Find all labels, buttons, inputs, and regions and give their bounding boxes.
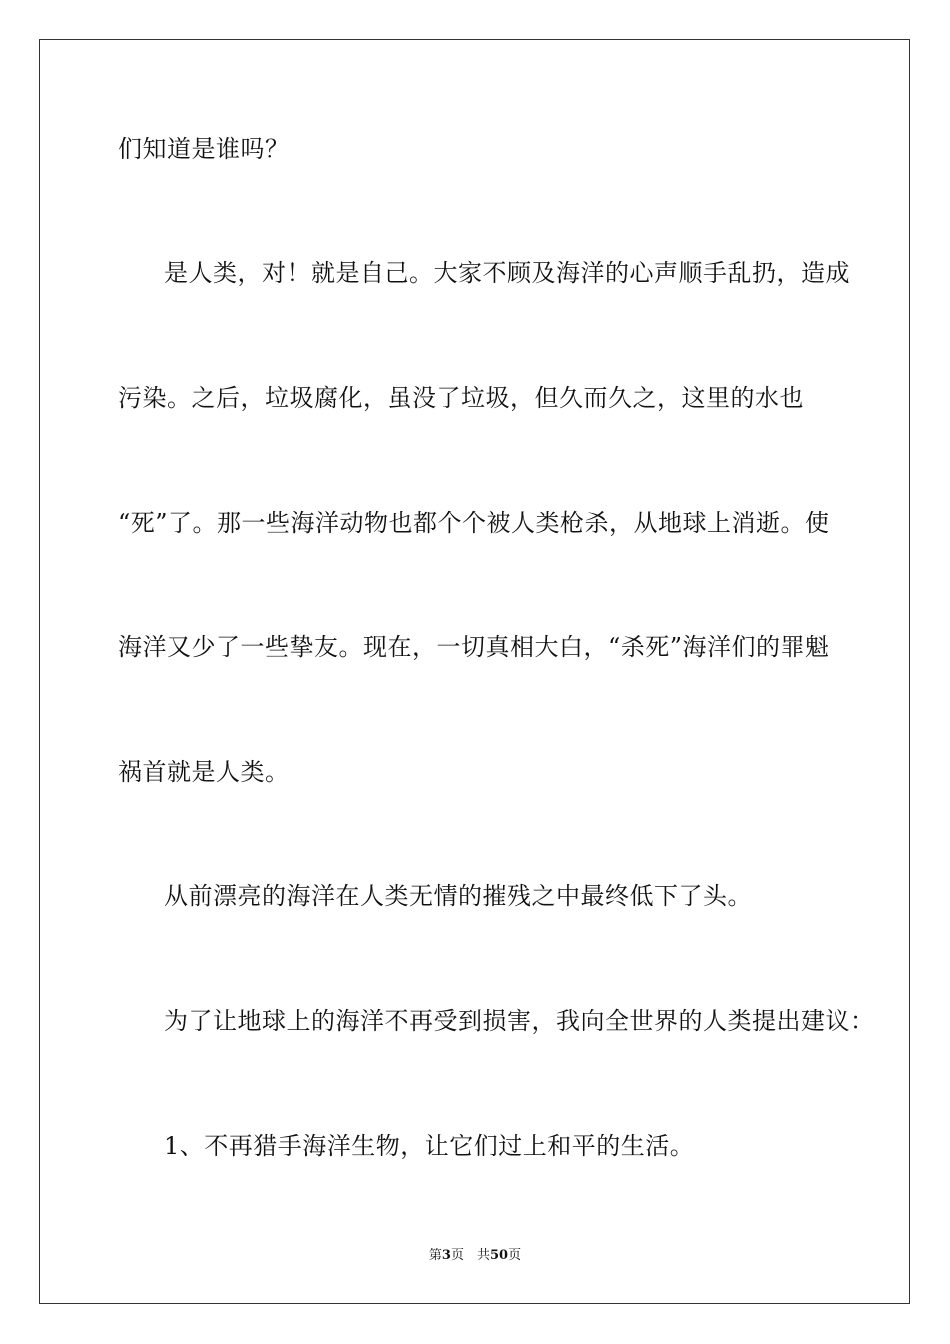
text-line-1: 们知道是谁吗？ — [118, 135, 290, 163]
total-page-number: 50 — [489, 1248, 509, 1263]
text-line-4: “死”了。那一些海洋动物也都个个被人类枪杀，从地球上消逝。使 — [118, 509, 830, 537]
page-footer — [0, 1247, 950, 1265]
text-line-6: 祸首就是人类。 — [118, 758, 290, 786]
footer-prefix: 第 — [428, 1248, 442, 1263]
current-page-number: 3 — [441, 1248, 451, 1263]
page-border — [39, 39, 910, 1304]
footer-suffix: 页 — [508, 1248, 522, 1263]
text-line-3: 污染。之后，垃圾腐化，虽没了垃圾，但久而久之，这里的水也 — [118, 384, 804, 412]
text-line-9: 1、不再猎手海洋生物，让它们过上和平的生活。 — [164, 1132, 695, 1160]
text-line-5: 海洋又少了一些挚友。现在，一切真相大白，“杀死”海洋们的罪魁 — [118, 633, 830, 661]
footer-mid: 页 共 — [450, 1248, 490, 1263]
text-line-8: 为了让地球上的海洋不再受到损害，我向全世界的人类提出建议： — [164, 1007, 875, 1035]
text-line-7: 从前漂亮的海洋在人类无情的摧残之中最终低下了头。 — [164, 882, 752, 910]
text-line-2: 是人类，对！就是自己。大家不顾及海洋的心声顺手乱扔，造成 — [164, 259, 850, 287]
